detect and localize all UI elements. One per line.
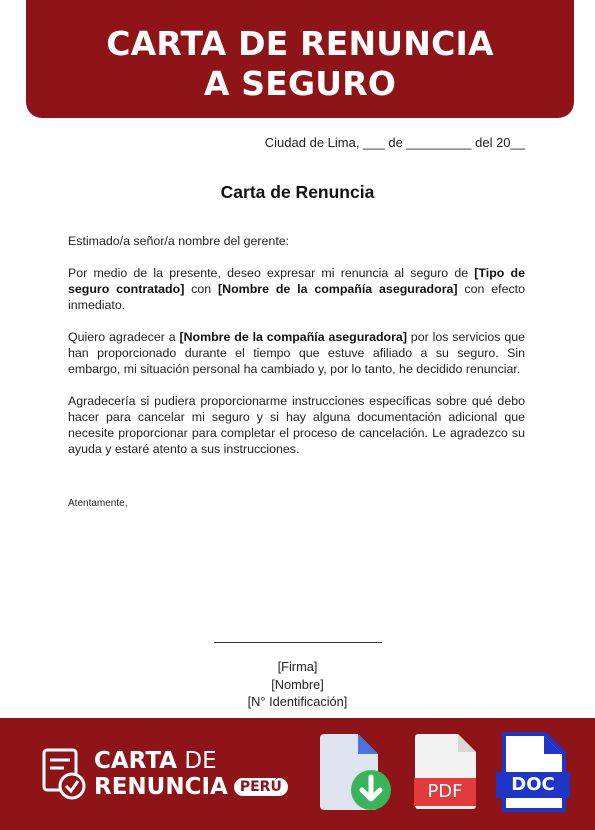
paragraph-3: Agradecería si pudiera proporcionarme instrucciones específicas sobre qué debo hacer para cancelar mi seguro y si hay alguna documentación adicional que necesite proporcionar para completar el proceso de cancelación. Le agradezco su ayuda y estaré atento a sus instrucciones. <box>68 394 525 456</box>
header-banner <box>26 0 574 118</box>
p2-text-c: por los servicios que han proporcionado durante el tiempo que estuve afiliado a su seguro. Sin embargo, mi situación personal ha cambiado y, por lo tanto, he decidido renunciar. <box>68 330 525 376</box>
brand-renuncia: RENUNCIA <box>94 774 228 800</box>
banner-title-line1: CARTA DE RENUNCIA <box>106 24 494 63</box>
brand-line2 <box>94 774 288 800</box>
p1-text-c: con <box>184 282 219 296</box>
paragraph-2 <box>68 329 525 377</box>
pdf-label: PDF <box>427 781 463 802</box>
p2-text-a: Quiero agradecer a <box>68 330 180 344</box>
placeholder-company-name: [Nombre de la compañía aseguradora] <box>218 282 458 296</box>
p1-text-e: con efecto inmediato. <box>68 282 525 312</box>
paragraph-1 <box>68 265 525 313</box>
signature-block <box>0 642 595 711</box>
p1-text-a: Por medio de la presente, deseo expresar mi renuncia al seguro de <box>68 266 475 280</box>
date-line: Ciudad de Lima, ___ de _________ del 20__ <box>264 135 525 150</box>
placeholder-insurance-type: [Tipo de seguro contratado] <box>68 266 525 296</box>
brand-carta: CARTA <box>94 748 178 774</box>
brand-logo-text <box>94 748 288 800</box>
greeting: Estimado/a señor/a nombre del gerente: <box>68 234 290 248</box>
brand-line1 <box>94 748 288 774</box>
closing: Atentamente, <box>68 498 128 509</box>
signature-line <box>214 642 382 654</box>
signature-nombre: [Nombre] <box>271 676 324 692</box>
doc-label: DOC <box>511 774 555 795</box>
signature-id: [N° Identificación] <box>247 694 348 709</box>
brand-peru-badge: PERÚ <box>234 778 288 796</box>
signature-firma: [Firma] <box>277 659 318 674</box>
footer-bar <box>0 718 595 830</box>
placeholder-company-name-2: [Nombre de la compañía aseguradora] <box>179 330 407 344</box>
banner-title-line2: A SEGURO <box>203 64 397 103</box>
download-file-icon[interactable] <box>318 730 398 812</box>
letter-title: Carta de Renuncia <box>220 182 375 202</box>
document-check-icon <box>40 748 88 800</box>
brand-de: DE <box>177 748 217 774</box>
letter-body <box>68 233 525 473</box>
